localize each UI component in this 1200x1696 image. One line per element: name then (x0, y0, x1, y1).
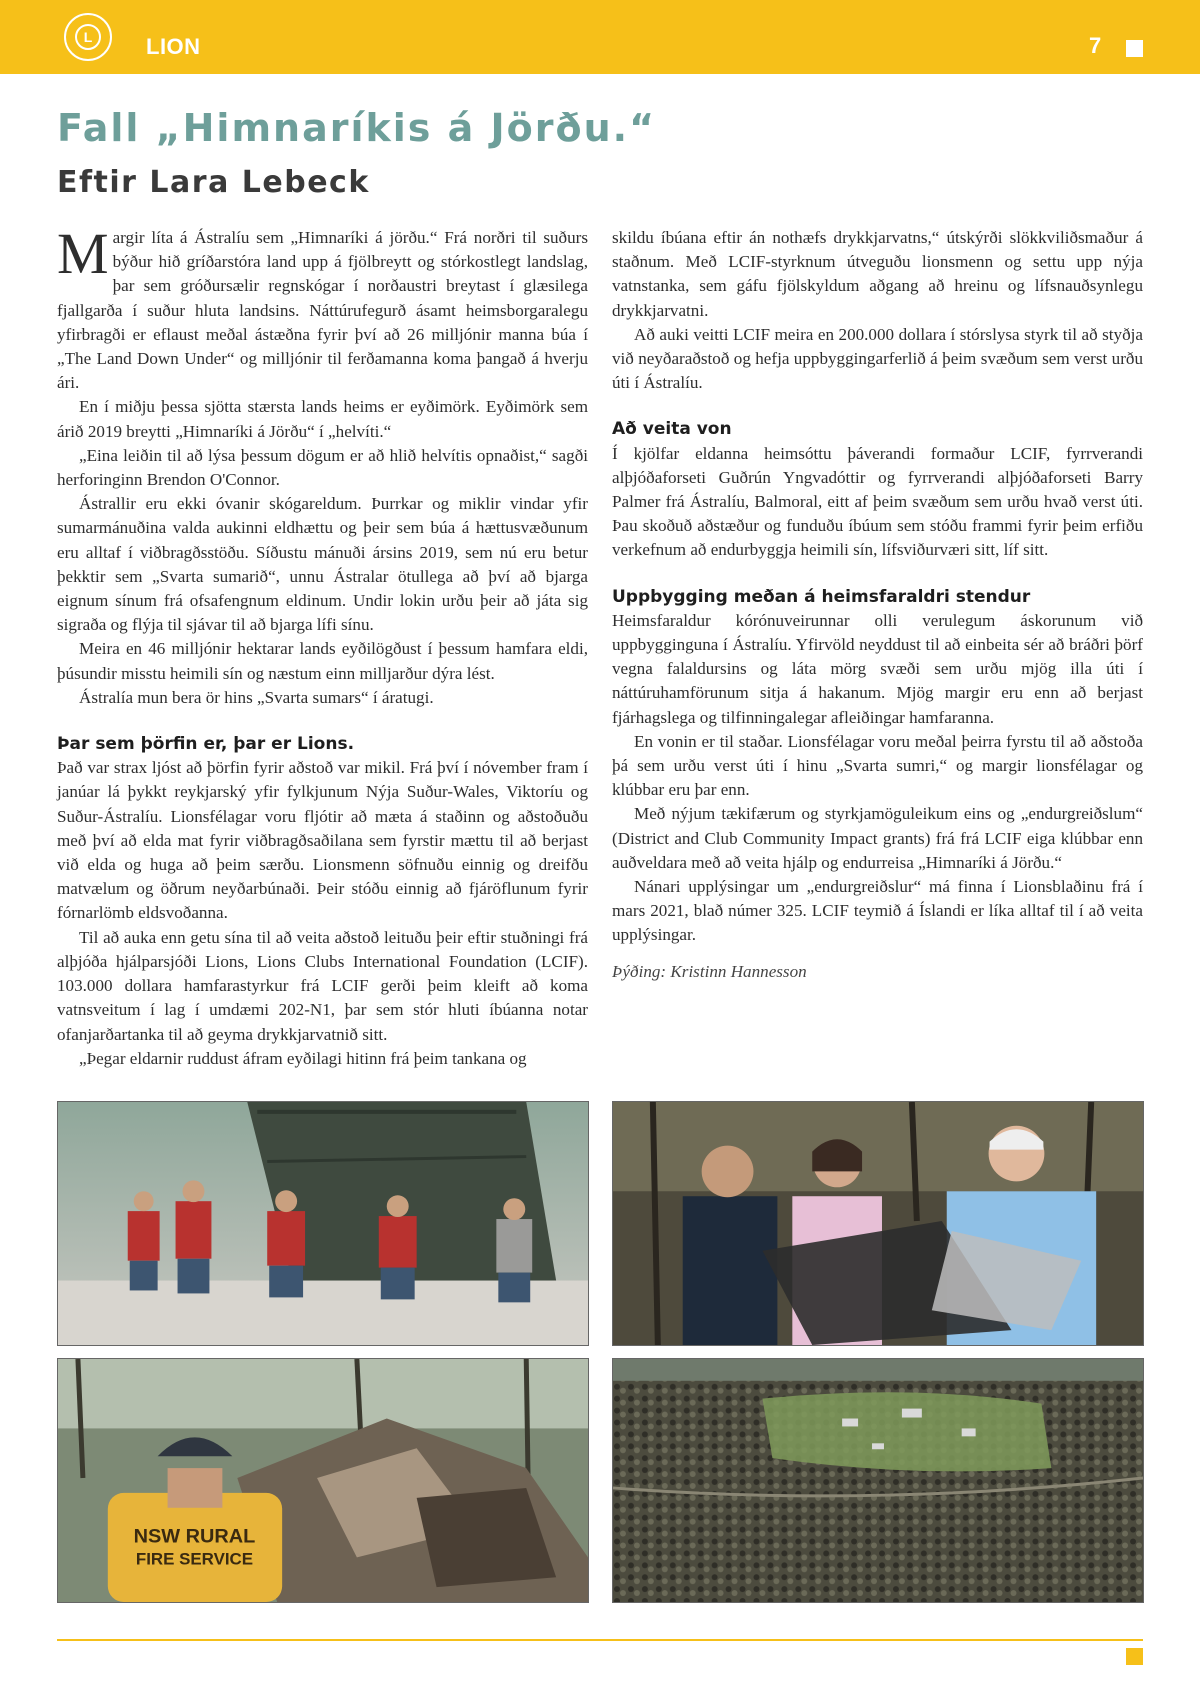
translation-credit: Þýðing: Kristinn Hannesson (612, 961, 807, 981)
spacer (612, 395, 1143, 417)
paragraph: „Þegar eldarnir ruddust áfram eyðilagi hitinn frá þeim tankana og (79, 1048, 527, 1068)
spacer (612, 563, 1143, 585)
article-column-left (57, 221, 588, 1071)
paragraph: „Eina leiðin til að lýsa þessum dögum er að hlið helvítis opnaðist,“ sagði herforinginn Brendon O'Connor. (57, 445, 588, 490)
header-square-marker (1126, 40, 1143, 57)
visitors-talking-photo (612, 1101, 1144, 1346)
section-heading: Að veita von (612, 419, 732, 440)
spacer (57, 710, 588, 732)
paragraph (57, 221, 588, 395)
firefighter-debris-photo (57, 1358, 589, 1603)
jacket-text-line1: NSW RURAL (133, 1525, 256, 1548)
article-byline: Eftir Lara Lebeck (57, 165, 370, 200)
paragraph: skildu íbúana eftir án nothæfs drykkjarvatns,“ útskýrði slökkviliðsmaður á staðnum. Með LCIF-styrknum útveguðu lionsmenn og settu upp nýja vatnstanka, sem gáfu fjölskyldum aðgang að hreinu og lífsnauðsynlegu drykkjarvatni. (612, 228, 1143, 320)
paragraph: Nánari upplýsingar um „endurgreiðslur“ má finna í Lionsblaðinu frá í mars 2021, blað númer 325. LCIF teymið á Íslandi er líka alltaf til í að veita upplýsingar. (612, 877, 1143, 945)
water-tank-volunteers-photo (57, 1101, 589, 1346)
section-heading: Þar sem þörfin er, þar er Lions. (57, 734, 355, 755)
paragraph: Heimsfaraldur kórónuveirunnar olli verulegum áskorunum við uppbygginguna í Ástralíu. Yfirvöld neyddust til að einbeita sér að bráðri þörf vegna falaldursins og láta mörg svæði sem urðu mjög illa úti í náttúruhamförunum sitja á hakanum. Mjög margir eru enn að berjast fjárhagslega og tilfinningalegar afleiðingar hamfaranna. (612, 610, 1143, 727)
paragraph: Það var strax ljóst að þörfin fyrir aðstoð var mikil. Frá því í nóvember fram í janúar lá þykkt reykjarský yfir fylkjunum Nýja Suður-Wales, Viktoríu og Suður-Ástralíu. Lionsfélagar voru fljótir að mæta á staðinn og aðstoðuðu með því að elda mat fyrir viðbragðsaðilana sem fyrstir mættu til að berjast við elda og huga að þeim særðu. Lionsmenn söfnuðu einnig og dreifðu matvælum og öðrum neyðarbúnaði. Þeir stóðu einnig að fjáröflunum fyrir fórnarlömb eldsvoðanna. (57, 758, 588, 923)
article-column-right (612, 226, 1143, 984)
drop-cap: M (57, 221, 109, 286)
paragraph: Ástralía mun bera ör hins „Svarta sumars“ í áratugi. (79, 687, 434, 707)
page-number: 7 (1089, 33, 1102, 58)
footer-rule (57, 1639, 1143, 1641)
jacket-text-line2: FIRE SERVICE (135, 1549, 254, 1569)
magazine-name: LION (146, 34, 201, 59)
section-heading: Uppbygging meðan á heimsfaraldri stendur (612, 586, 1031, 607)
paragraph: En í miðju þessa sjötta stærsta lands heims er eyðimörk. Eyðimörk sem árið 2019 breytti „Himnaríki á Jörðu“ í „helvíti.“ (57, 397, 588, 441)
page-header (0, 0, 1200, 74)
lions-logo-icon (64, 13, 112, 61)
paragraph: Ástrallir eru ekki óvanir skógareldum. Þurrkar og miklir vindar yfir sumarmánuðina valda aukinni eldhættu og þeir sem búa á hættusvæðunum eru alltaf í viðbragðsstöðu. Síðustu mánuði ársins 2019, sem nú eru betur þekktir sem „Svarta sumarið“, unnu Ástralar ötullega að því að bjarga eignum sínum frá ofsafengnum eldinum. Undir lokin urðu þeir að játa sig sigraða og flýja til sjávar til að bjarga lífi sínu. (57, 494, 588, 635)
paragraph: En vonin er til staðar. Lionsfélagar voru meðal þeirra fyrstu til að aðstoða þá sem urðu verst úti í hinu „Svarta sumri,“ og margir lionsfélagar og klúbbar eru þar enn. (612, 731, 1143, 800)
paragraph: Með nýjum tækifærum og styrkjamöguleikum eins og „endurgreiðslum“ (District and Club Community Impact grants) frá frá LCIF eiga klúbbar enn auðveldara með að veita hjálp og endurreisa „Himnaríki á Jörðu.“ (612, 804, 1143, 872)
paragraph: Í kjölfar eldanna heimsóttu þáverandi formaður LCIF, fyrrverandi alþjóðaforseti Guðrún Yngvadóttir og fyrrverandi alþjóðaforseti Barry Palmer frá Ástralíu, Balmoral, eitt af þeim svæðum sem urðu hvað verst úti. Þau skoðuð aðstæður og funduðu íbúum sem stóðu frammi fyrir þeim erfiðu verkefnum að endurbyggja heimili sín, lífsviðurværi sitt, líf sitt. (612, 443, 1143, 560)
footer-square-marker (1126, 1648, 1143, 1665)
paragraph-text: argir líta á Ástralíu sem „Himnaríki á jörðu.“ Frá norðri til suðurs býður hið gríðarstóra land upp á fjölbreytt og stórkostlegt landslag, þar sem gróðursælir regnskógar í norðaustri breytast í glæsilega fjallgarða í suður hluta landsins. Náttúrufegurð ásamt heimsborgaralegu yfirbragði er eflaust meðal ástæðna fyrir því að 26 milljónir manna búa í „The Land Down Under“ og milljónir til ferðamanna koma þangað á hverju ári. (57, 228, 588, 393)
logo-letter: L (75, 24, 101, 50)
article-title: Fall „Himnaríkis á Jörðu.“ (57, 106, 657, 150)
paragraph: Til að auka enn getu sína til að veita aðstoð leituðu þeir eftir stuðningi frá alþjóða hjálparsjóði Lions, Lions Clubs International Foundation (LCIF). 103.000 dollara hamfarastyrkur frá LCIF gerði þeim kleift að koma vatnsveitum í lag í umdæmi 202-N1, þar sem stór hluti íbúanna notar ofanjarðartanka til að geyma drykkjarvatnið sitt. (57, 927, 588, 1044)
paragraph: Meira en 46 milljónir hektarar lands eyðilögðust í þessum hamfara eldi, þúsundir misstu heimili sín og næstum einn milljarður dýra lést. (57, 639, 588, 683)
burned-forest-aerial-photo (612, 1358, 1144, 1603)
paragraph: Að auki veitti LCIF meira en 200.000 dollara í stórslysa styrk til að styðja við neyðaraðstoð og hefja uppbyggingarferlið á þeim svæðum sem verst urðu úti í Ástralíu. (612, 324, 1143, 393)
